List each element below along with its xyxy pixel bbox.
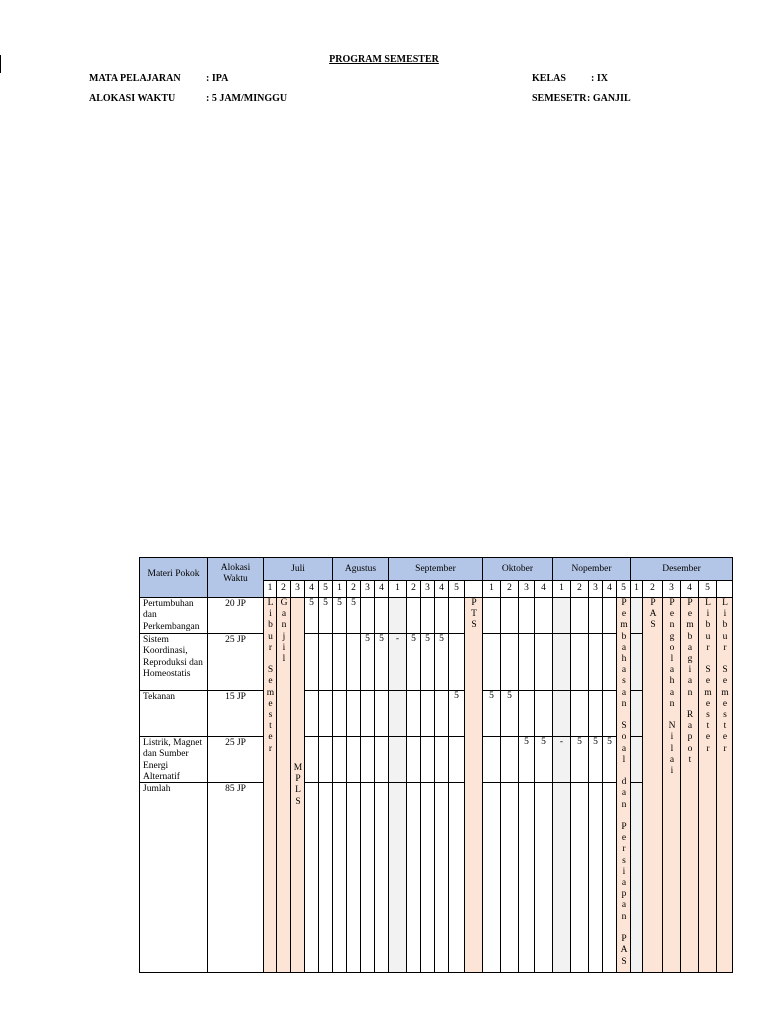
- vertical-note: P e n g o l a h a n N i l a i: [668, 598, 676, 777]
- header-week: 1: [482, 580, 501, 598]
- week-cell: [482, 782, 501, 973]
- week-cell: [534, 690, 553, 737]
- week-cell: [642, 633, 663, 691]
- header-week: [716, 580, 733, 598]
- week-cell: [406, 597, 421, 634]
- week-cell: [388, 736, 407, 783]
- week-cell: [448, 633, 465, 691]
- row-materi: Listrik, Magnet dan Sumber Energi Alternatif: [139, 736, 208, 783]
- week-cell: [406, 782, 421, 973]
- header-week: 1: [388, 580, 407, 598]
- week-cell: [464, 633, 483, 691]
- week-cell: [518, 690, 535, 737]
- week-cell: [552, 690, 571, 737]
- week-cell: [518, 597, 535, 634]
- week-cell: [332, 633, 347, 691]
- week-cell: -: [552, 736, 571, 783]
- row-materi: Sistem Koordinasi, Reproduksi dan Homeostatis: [139, 633, 208, 691]
- header-week: 3: [662, 580, 681, 598]
- week-cell: [500, 782, 519, 973]
- header-week: 4: [434, 580, 449, 598]
- week-cell: [290, 690, 305, 737]
- week-cell: 5: [534, 736, 553, 783]
- week-cell: [464, 782, 483, 973]
- mata-pelajaran-label: MATA PELAJARAN: [89, 73, 181, 84]
- semester-value: : GANJIL: [587, 93, 631, 104]
- week-cell: [263, 782, 277, 973]
- header-month-5: Nopember: [552, 557, 631, 581]
- week-cell: [318, 633, 333, 691]
- kelas-label: KELAS: [532, 73, 566, 84]
- week-cell: [588, 597, 603, 634]
- header-alokasi-waktu: Alokasi Waktu: [207, 557, 264, 598]
- vertical-note: G a n j i l: [280, 598, 288, 665]
- week-cell: [448, 736, 465, 783]
- week-cell: [534, 597, 553, 634]
- week-cell: [602, 690, 617, 737]
- header-week: 1: [332, 580, 347, 598]
- week-cell: [276, 690, 291, 737]
- week-cell: [588, 782, 603, 973]
- header-week: 4: [602, 580, 617, 598]
- week-cell: [482, 633, 501, 691]
- week-cell: [304, 633, 319, 691]
- week-cell: [290, 597, 305, 634]
- row-materi: Jumlah: [139, 782, 208, 973]
- week-cell: [304, 690, 319, 737]
- week-cell: [346, 782, 361, 973]
- week-cell: [588, 690, 603, 737]
- week-cell: [464, 736, 483, 783]
- week-cell: [388, 782, 407, 973]
- week-cell: [406, 690, 421, 737]
- week-cell: [346, 736, 361, 783]
- week-cell: [500, 597, 519, 634]
- week-cell: [420, 690, 435, 737]
- week-cell: [552, 782, 571, 973]
- header-month-4: Oktober: [482, 557, 553, 581]
- week-cell: [332, 690, 347, 737]
- week-cell: [406, 736, 421, 783]
- header-week: 2: [642, 580, 663, 598]
- week-cell: [482, 597, 501, 634]
- vertical-note: P e m b a h a s a n S o a l d a n P e r s i a p a n P A S: [620, 598, 628, 967]
- week-cell: [276, 736, 291, 783]
- week-cell: [360, 690, 375, 737]
- row-alokasi: 85 JP: [207, 782, 264, 973]
- week-cell: [290, 782, 305, 973]
- week-cell: [434, 736, 449, 783]
- header-materi-pokok: Materi Pokok: [139, 557, 208, 598]
- week-cell: [570, 633, 589, 691]
- week-cell: [374, 597, 389, 634]
- week-cell: 5: [434, 633, 449, 691]
- week-cell: 5: [602, 736, 617, 783]
- week-cell: [420, 782, 435, 973]
- week-cell: [434, 597, 449, 634]
- header-month-6: Desember: [630, 557, 733, 581]
- week-cell: [360, 782, 375, 973]
- header-week: 5: [318, 580, 333, 598]
- mata-pelajaran-value: : IPA: [206, 73, 229, 84]
- header-week: 2: [406, 580, 421, 598]
- week-cell: 5: [332, 597, 347, 634]
- row-alokasi: 25 JP: [207, 633, 264, 691]
- kelas-value: : IX: [591, 73, 608, 84]
- week-cell: [570, 690, 589, 737]
- week-cell: [276, 782, 291, 973]
- week-cell: [602, 633, 617, 691]
- week-cell: [318, 690, 333, 737]
- week-cell: [680, 782, 699, 973]
- schedule-table: [139, 557, 733, 973]
- vertical-note: L i b u r S e m e s t e r: [266, 598, 275, 754]
- header-week: 3: [290, 580, 305, 598]
- header-week: 4: [680, 580, 699, 598]
- header-week: 3: [420, 580, 435, 598]
- header-month-1: Juli: [263, 557, 333, 581]
- header-week: 1: [552, 580, 571, 598]
- week-cell: [360, 736, 375, 783]
- week-cell: [290, 633, 305, 691]
- week-cell: [388, 690, 407, 737]
- header-month-3: September: [388, 557, 483, 581]
- week-cell: [464, 690, 483, 737]
- week-cell: [374, 736, 389, 783]
- week-cell: [434, 690, 449, 737]
- week-cell: [570, 597, 589, 634]
- header-month-2: Agustus: [332, 557, 389, 581]
- week-cell: [360, 597, 375, 634]
- week-cell: [500, 633, 519, 691]
- week-cell: [602, 782, 617, 973]
- week-cell: [448, 597, 465, 634]
- week-cell: 5: [304, 597, 319, 634]
- week-cell: [434, 782, 449, 973]
- row-alokasi: 25 JP: [207, 736, 264, 783]
- header-week: 3: [518, 580, 535, 598]
- vertical-note: P T S: [471, 598, 477, 631]
- row-materi: Pertumbuhan dan Perkembangan: [139, 597, 208, 634]
- vertical-note: M P L S: [293, 763, 303, 807]
- week-cell: [500, 736, 519, 783]
- week-cell: [420, 597, 435, 634]
- week-cell: [318, 782, 333, 973]
- week-cell: [332, 736, 347, 783]
- vertical-note: L i b u r S e m e s t e r: [721, 598, 729, 754]
- header-week: 4: [374, 580, 389, 598]
- header-week: 3: [360, 580, 375, 598]
- week-cell: [588, 633, 603, 691]
- week-cell: 5: [346, 597, 361, 634]
- week-cell: [388, 597, 407, 634]
- week-cell: [346, 633, 361, 691]
- week-cell: [374, 690, 389, 737]
- vertical-note: L i b u r S e m e s t e r: [704, 598, 712, 754]
- week-cell: 5: [448, 690, 465, 737]
- week-cell: [534, 782, 553, 973]
- week-cell: 5: [420, 633, 435, 691]
- week-cell: [642, 736, 663, 783]
- week-cell: [448, 782, 465, 973]
- week-cell: 5: [518, 736, 535, 783]
- header-week: 1: [263, 580, 277, 598]
- header-week: 4: [534, 580, 553, 598]
- header-week: 2: [570, 580, 589, 598]
- document-title: PROGRAM SEMESTER: [329, 54, 439, 65]
- alokasi-waktu-value: : 5 JAM/MINGGU: [206, 93, 288, 104]
- week-cell: [534, 633, 553, 691]
- header-week: 5: [616, 580, 631, 598]
- alokasi-waktu-label: ALOKASI WAKTU: [89, 93, 176, 104]
- week-cell: 5: [500, 690, 519, 737]
- week-cell: [518, 633, 535, 691]
- header-week: 3: [588, 580, 603, 598]
- week-cell: [420, 736, 435, 783]
- header-week: 5: [698, 580, 717, 598]
- week-cell: [374, 782, 389, 973]
- row-materi: Tekanan: [139, 690, 208, 737]
- semester-label: SEMESETR: [532, 93, 587, 104]
- header-week: 2: [500, 580, 519, 598]
- week-cell: [304, 782, 319, 973]
- week-cell: [318, 736, 333, 783]
- week-cell: [346, 690, 361, 737]
- vertical-note: P e m b a g i a n R a p o t: [686, 598, 694, 765]
- week-cell: 5: [406, 633, 421, 691]
- week-cell: [518, 782, 535, 973]
- week-cell: [602, 597, 617, 634]
- header-week: 2: [346, 580, 361, 598]
- week-cell: [304, 736, 319, 783]
- week-cell: 5: [588, 736, 603, 783]
- header-week: 1: [630, 580, 643, 598]
- week-cell: 5: [318, 597, 333, 634]
- header-week: [464, 580, 483, 598]
- week-cell: [570, 782, 589, 973]
- week-cell: [642, 782, 663, 973]
- row-alokasi: 15 JP: [207, 690, 264, 737]
- header-week: 5: [448, 580, 465, 598]
- week-cell: [698, 782, 717, 973]
- header-week: 4: [304, 580, 319, 598]
- week-cell: -: [388, 633, 407, 691]
- week-cell: [642, 690, 663, 737]
- row-alokasi: 20 JP: [207, 597, 264, 634]
- vertical-note: P A S: [649, 598, 657, 631]
- header-week: 2: [276, 580, 291, 598]
- week-cell: 5: [374, 633, 389, 691]
- week-cell: 5: [360, 633, 375, 691]
- week-cell: [332, 782, 347, 973]
- week-cell: [662, 782, 681, 973]
- week-cell: [716, 782, 733, 973]
- week-cell: [552, 633, 571, 691]
- week-cell: 5: [570, 736, 589, 783]
- week-cell: 5: [482, 690, 501, 737]
- week-cell: [482, 736, 501, 783]
- week-cell: [552, 597, 571, 634]
